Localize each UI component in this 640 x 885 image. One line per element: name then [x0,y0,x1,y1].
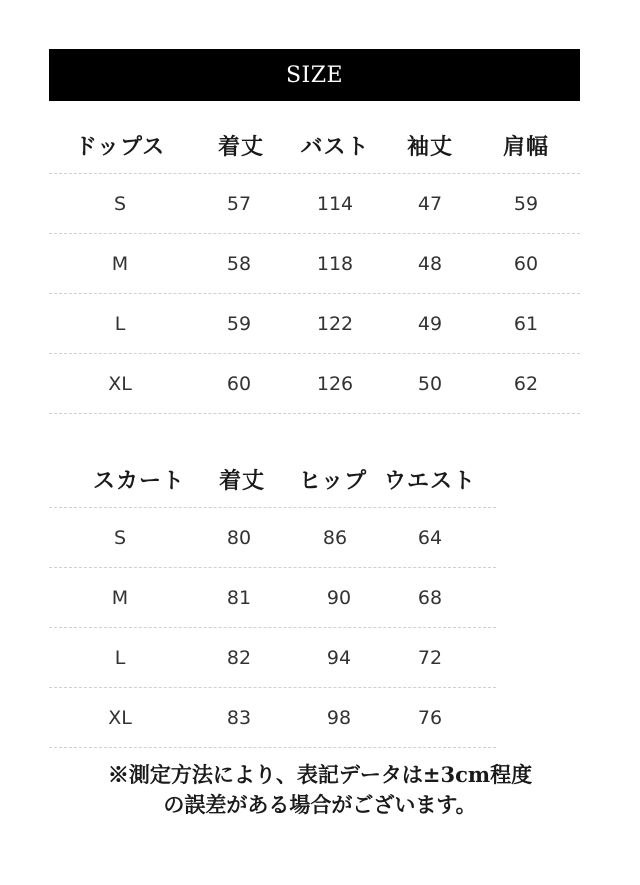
size-cell: M [111,252,129,275]
bust-cell: 126 [316,372,354,395]
size-cell: S [113,526,127,549]
length-cell: 58 [226,252,252,275]
table-row [49,507,496,567]
size-cell: XL [108,372,132,395]
size-title: SIZE [285,62,344,88]
hip-cell: 90 [326,586,352,609]
shoulder-cell: 61 [513,312,539,335]
tops-header-shoulder: 肩幅 [502,134,550,160]
bust-cell: 118 [316,252,354,275]
tops-size-table [49,118,580,414]
table-row [49,567,496,627]
skirt-header-length: 着丈 [218,468,266,494]
table-row [49,627,496,687]
hip-cell: 94 [326,646,352,669]
length-cell: 81 [226,586,252,609]
tops-header-row [49,118,580,173]
bust-cell: 114 [316,192,354,215]
sleeve-cell: 47 [417,192,443,215]
waist-cell: 72 [417,646,443,669]
tops-header-sleeve: 袖丈 [406,134,454,160]
table-row [49,293,580,353]
skirt-header-hip: ヒップ [298,468,368,494]
length-cell: 83 [226,706,252,729]
table-row [49,687,496,748]
tops-header-item: ドップス [74,134,166,160]
bust-cell: 122 [316,312,354,335]
sleeve-cell: 49 [417,312,443,335]
skirt-size-table [49,452,496,748]
shoulder-cell: 62 [513,372,539,395]
size-cell: L [114,312,126,335]
tops-header-bust: バスト [300,134,370,160]
length-cell: 60 [226,372,252,395]
shoulder-cell: 60 [513,252,539,275]
size-cell: M [111,586,129,609]
size-cell: XL [108,706,132,729]
skirt-header-item: スカート [92,468,186,494]
waist-cell: 76 [417,706,443,729]
shoulder-cell: 59 [513,192,539,215]
note-line-2: の誤差がある場合がございます。 [163,792,477,817]
sleeve-cell: 50 [417,372,443,395]
hip-cell: 86 [322,526,348,549]
skirt-header-waist: ウエスト [383,468,477,494]
length-cell: 59 [226,312,252,335]
sleeve-cell: 48 [417,252,443,275]
tops-header-length: 着丈 [217,134,265,160]
table-row [49,173,580,233]
waist-cell: 64 [417,526,443,549]
table-row [49,233,580,293]
note-line-1: ※測定方法により、表記データは±3cm程度 [107,762,533,787]
hip-cell: 98 [326,706,352,729]
skirt-header-row [49,452,496,507]
length-cell: 80 [226,526,252,549]
size-banner [49,49,580,101]
measurement-note [0,760,640,820]
size-cell: S [113,192,127,215]
table-row [49,353,580,414]
length-cell: 57 [226,192,252,215]
length-cell: 82 [226,646,252,669]
waist-cell: 68 [417,586,443,609]
size-cell: L [114,646,126,669]
